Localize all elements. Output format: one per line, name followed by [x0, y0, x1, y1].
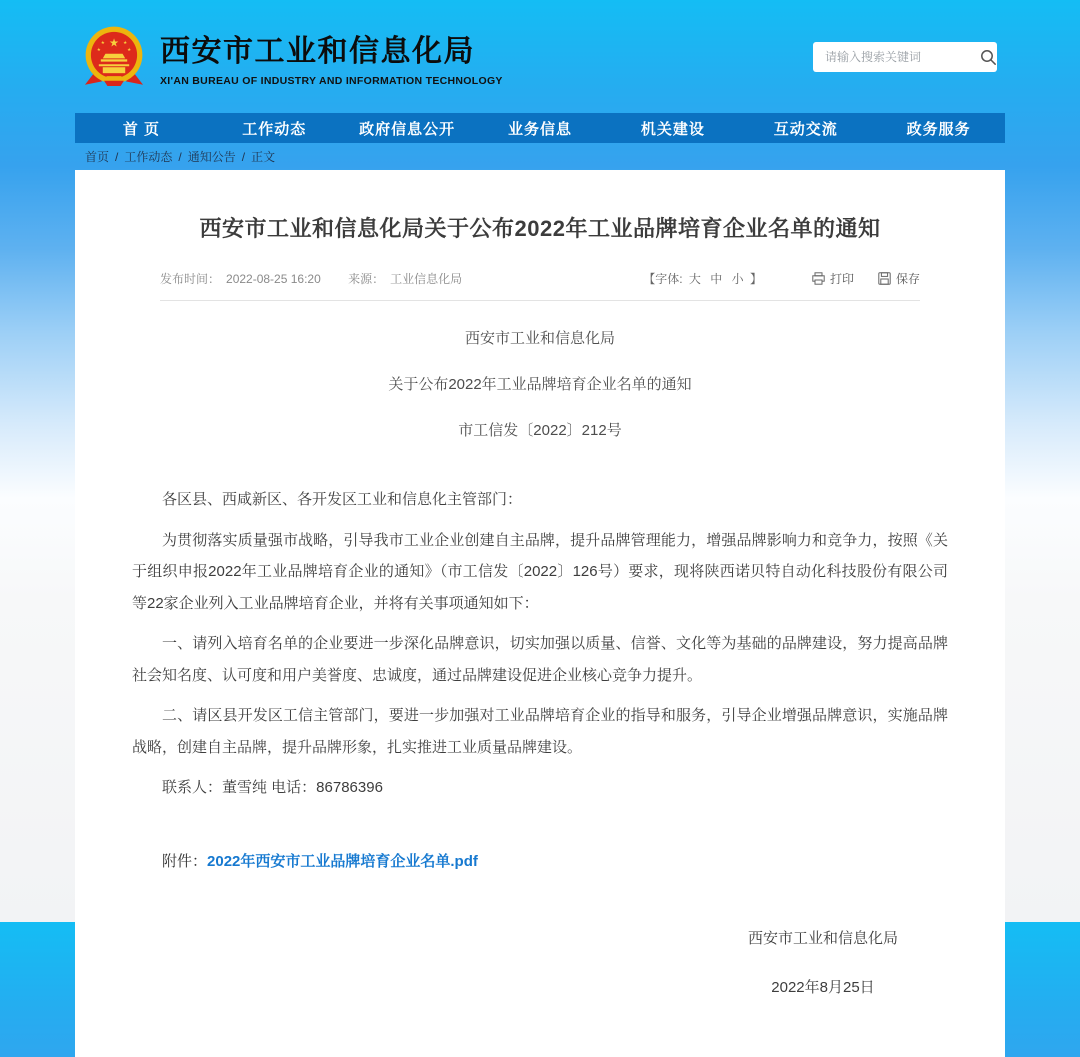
font-size-control [643, 270, 762, 287]
breadcrumb-home[interactable]: 首页 [85, 150, 110, 164]
paragraph-intro: 为贯彻落实质量强市战略，引导我市工业企业创建自主品牌，提升品牌管理能力，增强品牌影响力和竞争力，按照《关于组织申报2022年工业品牌培育企业的通知》（市工信发〔2022〕126号）要求，现将陕西诺贝特自动化科技股份有限公司等22家企业列入工业品牌培育企业，并将有关事项通知如下： [132, 531, 948, 612]
paragraph-contact: 联系人：董雪纯 电话：86786396 [162, 779, 383, 796]
breadcrumb-separator: / [178, 149, 182, 164]
nav-item-gov-info-disclosure[interactable]: 政府信息公开 [359, 120, 456, 138]
breadcrumb-separator: / [241, 149, 246, 164]
floppy-disk-icon [878, 272, 891, 285]
source-label: 来源： [348, 272, 385, 286]
signature-block [132, 927, 948, 997]
search-box [813, 42, 997, 72]
paragraph-salutation: 各区县、西咸新区、各开发区工业和信息化主管部门： [162, 491, 523, 508]
document-subject: 关于公布2022年工业品牌培育企业名单的通知 [388, 376, 692, 393]
nav-item-home[interactable]: 首 页 [122, 120, 161, 138]
printer-icon [812, 272, 825, 285]
publish-time-label: 发布时间： [160, 272, 221, 286]
print-button[interactable] [812, 270, 854, 287]
svg-text:★: ★ [108, 36, 120, 49]
svg-text:★: ★ [96, 46, 101, 52]
content-panel [75, 170, 1005, 1057]
national-emblem-logo [81, 24, 147, 90]
save-label: 保存 [895, 272, 920, 286]
svg-text:★: ★ [127, 46, 132, 52]
breadcrumb-work-news[interactable]: 工作动态 [124, 150, 173, 164]
attachment-link[interactable]: 2022年西安市工业品牌培育企业名单.pdf [207, 852, 478, 870]
article-meta-left [160, 270, 468, 287]
article-title: 西安市工业和信息化局关于公布2022年工业品牌培育企业名单的通知 [199, 216, 881, 241]
nav-item-business-info[interactable]: 业务信息 [508, 120, 573, 138]
site-name-en: XI'AN BUREAU OF INDUSTRY AND INFORMATION TECHNOLOGY [160, 75, 503, 87]
search-input[interactable] [813, 50, 980, 64]
font-size-prefix: 【字体: [643, 272, 683, 286]
nav-item-interaction[interactable]: 互动交流 [773, 120, 838, 138]
document-header [132, 327, 948, 440]
attachment-row [132, 850, 948, 871]
nav-item-agency-building[interactable]: 机关建设 [640, 120, 705, 138]
nav-item-work-news[interactable]: 工作动态 [242, 120, 307, 138]
breadcrumb-notices[interactable]: 通知公告 [187, 150, 236, 164]
page-container [75, 0, 1005, 1057]
paragraph-item-1: 一、请列入培育名单的企业要进一步深化品牌意识，切实加强以质量、信誉、文化等为基础的品牌建设，努力提高品牌社会知名度、认可度和用户美誉度、忠诚度，通过品牌建设促进企业核心竞争力提升。 [132, 635, 948, 684]
font-size-large-button[interactable]: 大 [688, 272, 701, 286]
svg-text:★: ★ [100, 39, 105, 45]
font-size-suffix: 】 [749, 272, 762, 286]
signature-org: 西安市工业和信息化局 [747, 929, 898, 947]
site-name: 西安市工业和信息化局 [160, 35, 475, 68]
site-titles [160, 26, 503, 87]
font-size-medium-button[interactable]: 中 [710, 272, 723, 286]
main-nav [75, 113, 1005, 143]
paragraph-item-2: 二、请区县开发区工信主管部门，要进一步加强对工业品牌培育企业的指导和服务，引导企业增强品牌意识，实施品牌战略，创建自主品牌，提升品牌形象，扎实推进工业质量品牌建设。 [132, 707, 948, 756]
site-header [75, 0, 1005, 113]
signature-date: 2022年8月25日 [771, 978, 875, 996]
document-number: 市工信发〔2022〕212号 [458, 422, 622, 439]
breadcrumb-current-article: 正文 [251, 150, 276, 164]
article-meta-row [160, 270, 920, 301]
svg-text:★: ★ [123, 39, 128, 45]
save-button[interactable] [878, 270, 920, 287]
article-meta-right [643, 270, 920, 287]
breadcrumb [75, 143, 1005, 170]
attachment-label: 附件： [162, 852, 208, 870]
source-value: 工业信息化局 [390, 272, 463, 286]
document-body [132, 484, 948, 804]
font-size-small-button[interactable]: 小 [731, 272, 744, 286]
search-icon[interactable] [980, 49, 997, 66]
breadcrumb-separator: / [115, 149, 119, 164]
nav-item-gov-services[interactable]: 政务服务 [906, 120, 971, 138]
document-issuer: 西安市工业和信息化局 [464, 330, 615, 347]
publish-time-value: 2022-08-25 16:20 [226, 272, 321, 286]
print-label: 打印 [829, 272, 854, 286]
